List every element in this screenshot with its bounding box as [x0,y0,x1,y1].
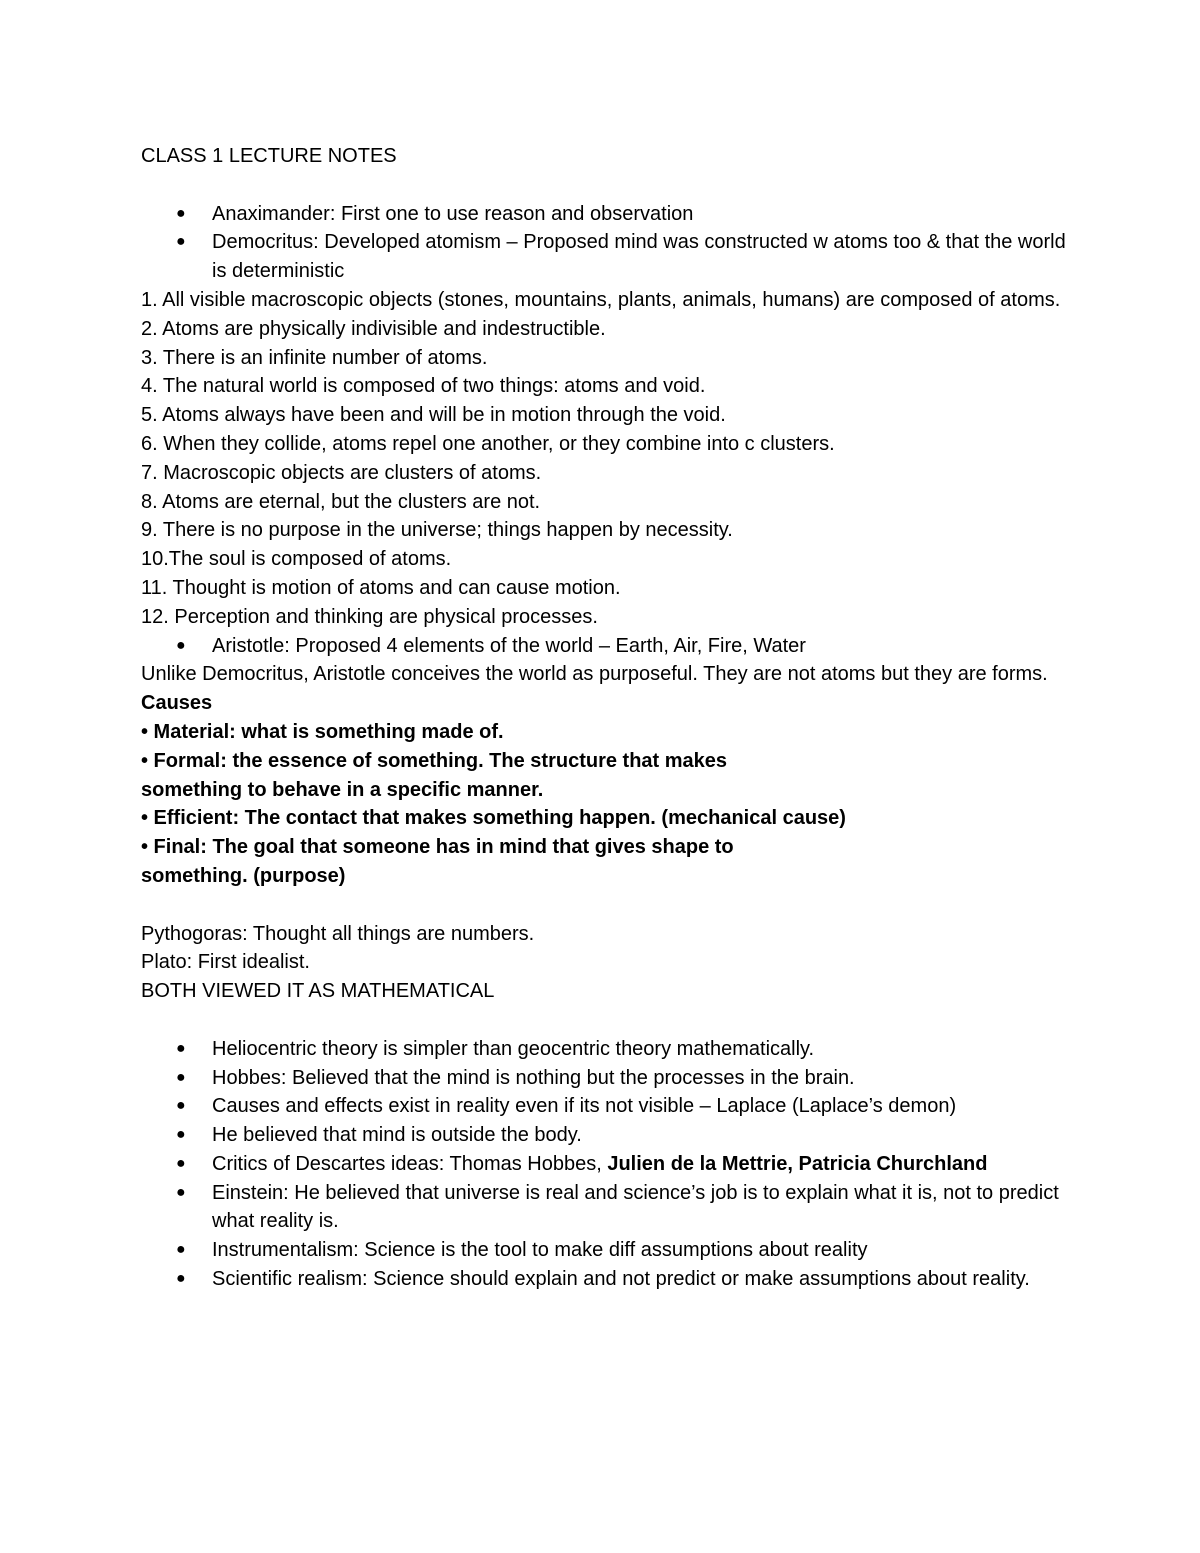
pythagoras-note: Pythogoras: Thought all things are numbers. [141,922,535,945]
list-item-text: Hobbes: Believed that the mind is nothing but the processes in the brain. [212,1066,855,1089]
list-item-text: Anaximander: First one to use reason and observation [212,202,694,225]
causes-section [141,689,1081,891]
bullet-icon: ● [176,636,186,654]
both-viewed-note: BOTH VIEWED IT AS MATHEMATICAL [141,980,495,1003]
bullet-icon: ● [176,204,186,222]
numbered-item: 6. When they collide, atoms repel one another, or they combine into c clusters. [141,432,835,455]
page-title: CLASS 1 LECTURE NOTES [141,145,397,167]
aristotle-note: Unlike Democritus, Aristotle conceives the world as purposeful. They are not atoms but they are forms. [141,663,1048,686]
numbered-item: 2. Atoms are physically indivisible and indestructible. [141,317,606,340]
bullet-icon: ● [176,1126,186,1144]
numbered-item: 10.The soul is composed of atoms. [141,548,452,571]
cause-material: • Material: what is something made of. [141,720,504,743]
cause-efficient: • Efficient: The contact that makes something happen. (mechanical cause) [141,807,846,830]
list-item [141,1150,1081,1179]
list-item-text: Einstein: He believed that universe is real and science’s job is to explain what it is, not to predict what reality is. [212,1181,1059,1233]
cause-formal-continued: something to behave in a specific manner. [141,778,544,801]
list-item [141,228,1081,286]
numbered-item: 4. The natural world is composed of two things: atoms and void. [141,375,706,398]
bullet-icon: ● [176,1097,186,1115]
list-item [141,1092,1081,1121]
bullet-icon: ● [176,1241,186,1259]
list-item [141,1265,1081,1294]
numbered-item: 11. Thought is motion of atoms and can cause motion. [141,576,621,599]
cause-formal: • Formal: the essence of something. The structure that makes [141,749,728,772]
atomism-points [141,286,1081,632]
numbered-item: 7. Macroscopic objects are clusters of atoms. [141,461,542,484]
numbered-item: 9. There is no purpose in the universe; things happen by necessity. [141,519,733,542]
list-item [141,1236,1081,1265]
spacer [141,1006,1081,1035]
plato-note: Plato: First idealist. [141,951,310,974]
bullet-icon: ● [176,233,186,251]
bullet-icon: ● [176,1039,186,1057]
document-page [141,142,1081,1294]
cause-final: • Final: The goal that someone has in mind that gives shape to [141,836,734,859]
list-item-text: Scientific realism: Science should explain and not predict or make assumptions about reality. [212,1268,1030,1291]
numbered-item: 3. There is an infinite number of atoms. [141,346,488,369]
spacer [141,891,1081,920]
list-item [141,1121,1081,1150]
numbered-item: 8. Atoms are eternal, but the clusters are not. [141,490,541,513]
causes-heading: Causes [141,692,213,715]
bullet-icon: ● [176,1183,186,1201]
numbered-item: 5. Atoms always have been and will be in motion through the void. [141,404,726,427]
final-bullet-list [141,1035,1081,1294]
numbered-item: 12. Perception and thinking are physical processes. [141,605,598,628]
list-item-text: Democritus: Developed atomism – Proposed mind was constructed w atoms too & that the world is deterministic [212,231,1066,283]
list-item-text: He believed that mind is outside the body. [212,1124,582,1147]
list-item-text: Heliocentric theory is simpler than geocentric theory mathematically. [212,1037,815,1060]
list-item [141,1179,1081,1237]
intro-bullet-list [141,200,1081,286]
cause-final-continued: something. (purpose) [141,864,346,887]
list-item [141,200,1081,229]
numbered-item: 1. All visible macroscopic objects (stones, mountains, plants, animals, humans) are composed of atoms. [141,288,1061,311]
bullet-icon: ● [176,1270,186,1288]
list-item [141,1035,1081,1064]
list-item-text: Instrumentalism: Science is the tool to make diff assumptions about reality [212,1239,868,1262]
spacer [141,171,1081,200]
list-item [141,632,1081,661]
list-item-text: Aristotle: Proposed 4 elements of the world – Earth, Air, Fire, Water [212,634,806,657]
bullet-icon: ● [176,1154,186,1172]
critics-names-bold: Julien de la Mettrie, Patricia Churchland [607,1152,988,1175]
list-item [141,1064,1081,1093]
aristotle-bullet-list [141,632,1081,661]
bullet-icon: ● [176,1068,186,1086]
list-item-text: Causes and effects exist in reality even if its not visible – Laplace (Laplace’s demon) [212,1095,957,1118]
list-item-text: Critics of Descartes ideas: Thomas Hobbes, [212,1152,608,1175]
